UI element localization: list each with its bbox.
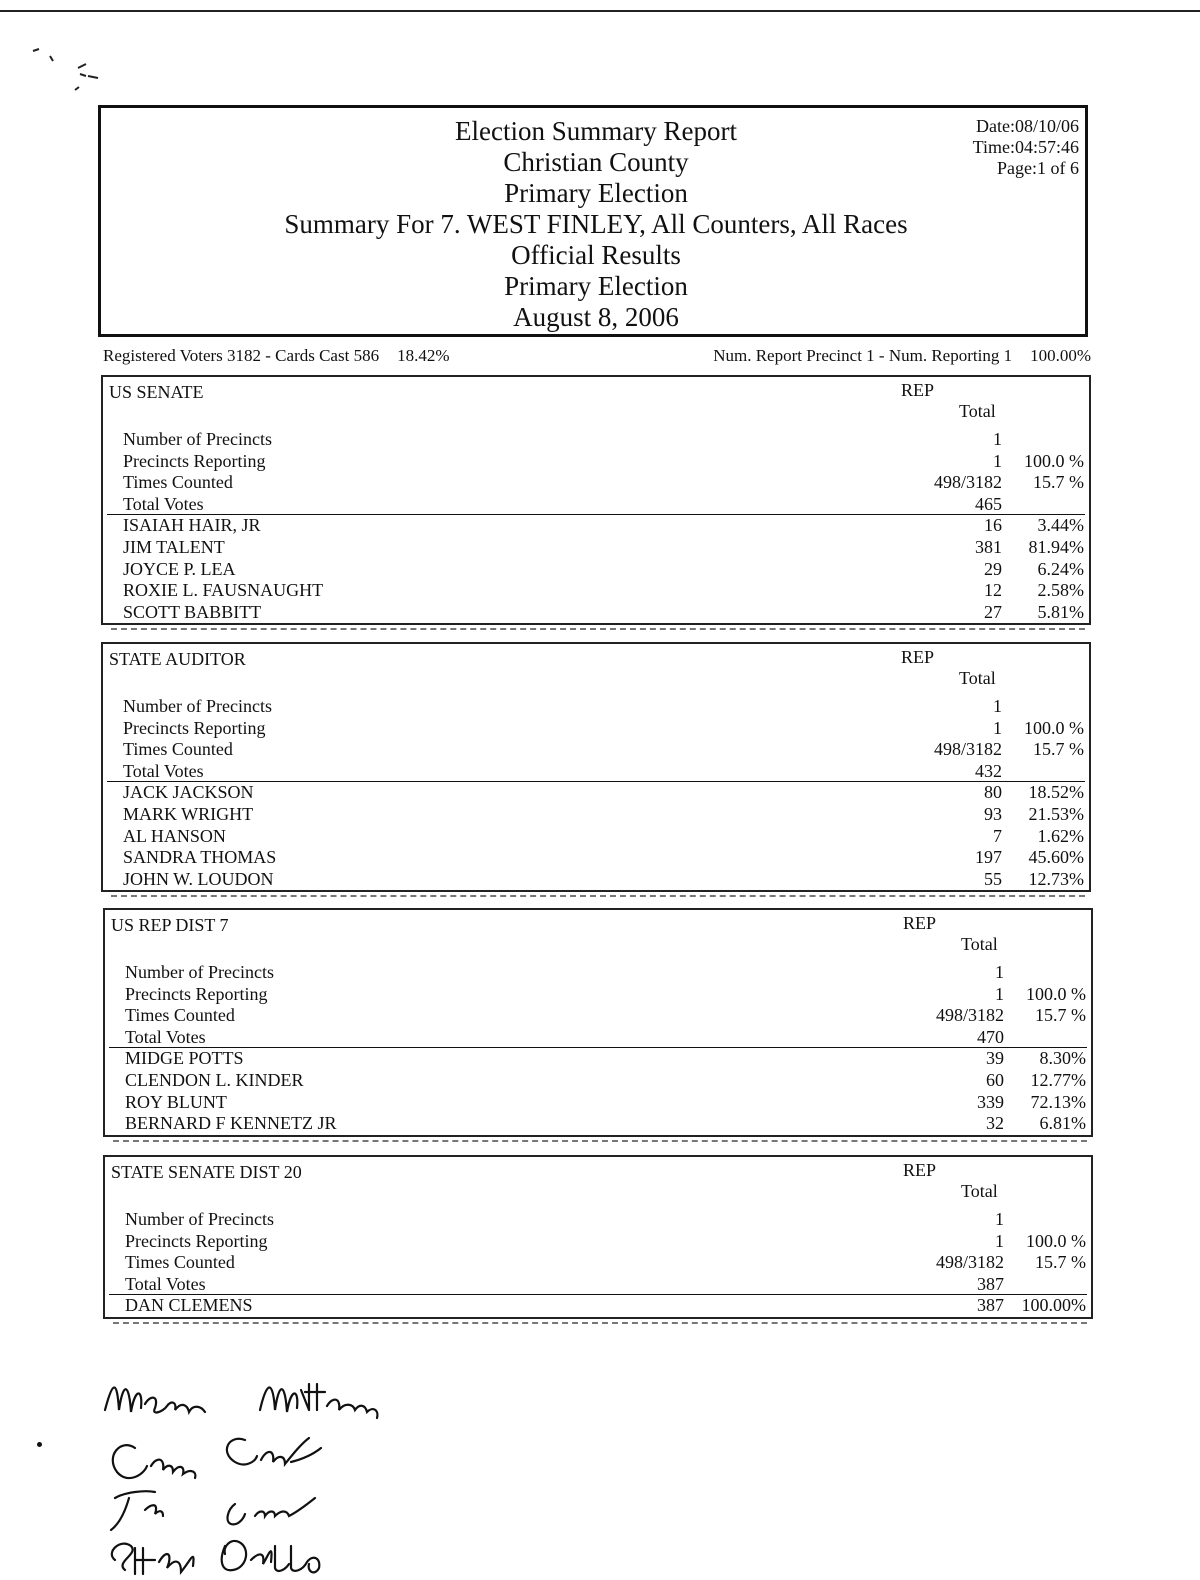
candidate-row <box>103 782 1089 804</box>
stat-row <box>105 1252 1091 1274</box>
row-percent: 100.00% <box>1021 1295 1086 1316</box>
registered-voters-text: Registered Voters 3182 - Cards Cast 586 <box>103 346 380 365</box>
race-total-header: Total <box>959 668 996 688</box>
candidates-divider <box>107 781 1085 782</box>
row-value: 197 <box>975 847 1002 868</box>
results-status: Official Results <box>511 240 681 270</box>
stat-row <box>103 472 1089 494</box>
candidate-row <box>103 826 1089 848</box>
row-value: 55 <box>984 868 1002 889</box>
candidate-row <box>103 580 1089 602</box>
row-value: 1 <box>993 696 1002 716</box>
row-label: Total Votes <box>123 760 204 781</box>
stat-row <box>103 494 1089 516</box>
row-label: Times Counted <box>123 472 233 493</box>
row-value: 16 <box>984 515 1002 536</box>
candidate-row <box>103 515 1089 537</box>
row-value: 12 <box>984 580 1002 601</box>
row-label: SCOTT BABBITT <box>123 601 262 622</box>
race-total-header: Total <box>959 401 996 421</box>
registered-voters <box>103 346 450 366</box>
stat-row <box>105 984 1091 1006</box>
row-label: Total Votes <box>125 1273 206 1294</box>
candidate-row <box>105 1295 1091 1317</box>
stat-row <box>103 739 1089 761</box>
row-percent: 3.44% <box>1037 515 1084 536</box>
stat-row <box>105 1231 1091 1253</box>
report-title-block <box>101 116 1091 333</box>
candidate-row <box>103 537 1089 559</box>
row-percent: 12.73% <box>1028 868 1084 889</box>
row-label: Number of Precincts <box>125 1209 274 1229</box>
row-label: ISAIAH HAIR, JR <box>123 515 261 536</box>
candidates-divider <box>109 1047 1087 1048</box>
row-label: AL HANSON <box>123 825 226 846</box>
row-label: Number of Precincts <box>123 696 272 716</box>
signatures-image <box>95 1370 455 1580</box>
row-value: 498/3182 <box>933 472 1002 493</box>
row-value: 1 <box>995 1209 1004 1229</box>
row-label: Times Counted <box>123 739 233 760</box>
row-percent: 15.7 % <box>1033 739 1084 760</box>
row-percent: 15.7 % <box>1035 1252 1086 1273</box>
row-value: 387 <box>977 1273 1004 1294</box>
scan-edge-line <box>0 10 1200 12</box>
candidate-row <box>105 1048 1091 1070</box>
row-percent: 81.94% <box>1028 536 1084 557</box>
row-label: JACK JACKSON <box>123 782 254 803</box>
stat-row <box>103 429 1089 451</box>
row-percent: 15.7 % <box>1033 472 1084 493</box>
row-percent: 21.53% <box>1028 803 1084 824</box>
row-value: 1 <box>995 1230 1004 1251</box>
row-label: BERNARD F KENNETZ JR <box>125 1113 337 1134</box>
row-label: JIM TALENT <box>123 536 225 557</box>
reporting-pct: 100.00% <box>1030 346 1091 365</box>
row-value: 465 <box>975 493 1002 514</box>
scan-specks <box>28 46 118 106</box>
race-section <box>101 642 1091 892</box>
race-rows <box>103 696 1089 890</box>
election-date: August 8, 2006 <box>513 302 679 332</box>
row-percent: 18.52% <box>1028 782 1084 803</box>
report-page: Page:1 of 6 <box>997 158 1079 178</box>
row-label: Precincts Reporting <box>123 450 266 471</box>
race-section <box>103 908 1093 1137</box>
row-label: Precincts Reporting <box>125 1230 268 1251</box>
row-percent: 5.81% <box>1037 601 1084 622</box>
report-meta <box>973 116 1079 179</box>
row-label: ROXIE L. FAUSNAUGHT <box>123 580 324 601</box>
row-value: 1 <box>993 450 1002 471</box>
race-total-header: Total <box>961 934 998 954</box>
row-value: 1 <box>995 962 1004 982</box>
row-label: JOHN W. LOUDON <box>123 868 274 889</box>
race-title: STATE SENATE DIST 20 <box>111 1162 302 1182</box>
row-label: Precincts Reporting <box>123 717 266 738</box>
report-header <box>98 105 1088 337</box>
row-label: Number of Precincts <box>125 962 274 982</box>
row-value: 27 <box>984 601 1002 622</box>
row-label: Total Votes <box>123 493 204 514</box>
candidate-row <box>105 1092 1091 1114</box>
stat-row <box>105 962 1091 984</box>
row-percent: 12.77% <box>1030 1069 1086 1090</box>
row-value: 1 <box>993 717 1002 738</box>
row-value: 498/3182 <box>933 739 1002 760</box>
row-value: 470 <box>977 1026 1004 1047</box>
row-label: DAN CLEMENS <box>125 1295 253 1316</box>
stat-row <box>103 718 1089 740</box>
candidate-row <box>103 869 1089 891</box>
row-label: ROY BLUNT <box>125 1091 227 1112</box>
row-value: 339 <box>977 1091 1004 1112</box>
row-value: 498/3182 <box>935 1005 1004 1026</box>
row-percent: 100.0 % <box>1026 1230 1086 1251</box>
stat-row <box>105 1027 1091 1049</box>
row-percent: 6.81% <box>1039 1113 1086 1134</box>
row-value: 32 <box>986 1113 1004 1134</box>
stat-row <box>105 1209 1091 1231</box>
row-label: SANDRA THOMAS <box>123 847 277 868</box>
candidate-row <box>103 804 1089 826</box>
row-percent: 100.0 % <box>1024 450 1084 471</box>
stat-row <box>103 761 1089 783</box>
row-percent: 8.30% <box>1039 1048 1086 1069</box>
candidate-row <box>105 1070 1091 1092</box>
row-value: 29 <box>984 558 1002 579</box>
race-section <box>101 375 1091 625</box>
row-label: Total Votes <box>125 1026 206 1047</box>
race-rows <box>105 1209 1091 1317</box>
race-party: REP <box>903 913 937 933</box>
row-value: 387 <box>977 1295 1004 1316</box>
row-percent: 15.7 % <box>1035 1005 1086 1026</box>
turnout-summary <box>103 346 1091 368</box>
row-percent: 100.0 % <box>1026 983 1086 1004</box>
candidate-row <box>103 602 1089 624</box>
precinct-reporting <box>713 346 1091 366</box>
county-name: Christian County <box>503 147 689 177</box>
row-label: Precincts Reporting <box>125 983 268 1004</box>
row-value: 60 <box>986 1069 1004 1090</box>
row-label: Times Counted <box>125 1005 235 1026</box>
election-type-2: Primary Election <box>504 271 688 301</box>
race-party: REP <box>901 647 935 667</box>
race-party: REP <box>903 1160 937 1180</box>
row-label: JOYCE P. LEA <box>123 558 236 579</box>
row-label: Number of Precincts <box>123 429 272 449</box>
candidates-divider <box>107 514 1085 515</box>
stat-row <box>105 1274 1091 1296</box>
candidate-row <box>105 1113 1091 1135</box>
row-label: CLENDON L. KINDER <box>125 1069 304 1090</box>
turnout-pct: 18.42% <box>397 346 450 365</box>
election-type: Primary Election <box>504 178 688 208</box>
row-value: 1 <box>993 429 1002 449</box>
row-percent: 6.24% <box>1037 558 1084 579</box>
race-title: US REP DIST 7 <box>111 915 229 935</box>
row-label: MARK WRIGHT <box>123 803 254 824</box>
row-value: 381 <box>975 536 1002 557</box>
stat-row <box>103 451 1089 473</box>
row-value: 498/3182 <box>935 1252 1004 1273</box>
candidates-divider <box>109 1294 1087 1295</box>
candidate-row <box>103 847 1089 869</box>
report-time: Time:04:57:46 <box>972 137 1079 157</box>
row-percent: 1.62% <box>1037 825 1084 846</box>
row-value: 7 <box>993 825 1002 846</box>
report-title: Election Summary Report <box>455 116 737 146</box>
row-value: 1 <box>995 983 1004 1004</box>
summary-scope: Summary For 7. WEST FINLEY, All Counters, All Races <box>284 209 908 239</box>
race-section <box>103 1155 1093 1319</box>
row-value: 93 <box>984 803 1002 824</box>
candidate-row <box>103 559 1089 581</box>
report-date: Date:08/10/06 <box>976 116 1079 136</box>
row-label: Times Counted <box>125 1252 235 1273</box>
row-percent: 72.13% <box>1030 1091 1086 1112</box>
row-percent: 45.60% <box>1028 847 1084 868</box>
race-party: REP <box>901 380 935 400</box>
row-percent: 100.0 % <box>1024 717 1084 738</box>
row-label: MIDGE POTTS <box>125 1048 244 1069</box>
row-value: 80 <box>984 782 1002 803</box>
stat-row <box>103 696 1089 718</box>
precinct-reporting-text: Num. Report Precinct 1 - Num. Reporting 1 <box>713 346 1013 365</box>
row-value: 432 <box>975 760 1002 781</box>
row-percent: 2.58% <box>1037 580 1084 601</box>
row-value: 39 <box>986 1048 1004 1069</box>
race-title: STATE AUDITOR <box>109 649 246 669</box>
stat-row <box>105 1005 1091 1027</box>
race-title: US SENATE <box>109 382 204 402</box>
scan-dot <box>37 1442 42 1447</box>
race-rows <box>103 429 1089 623</box>
race-total-header: Total <box>961 1181 998 1201</box>
